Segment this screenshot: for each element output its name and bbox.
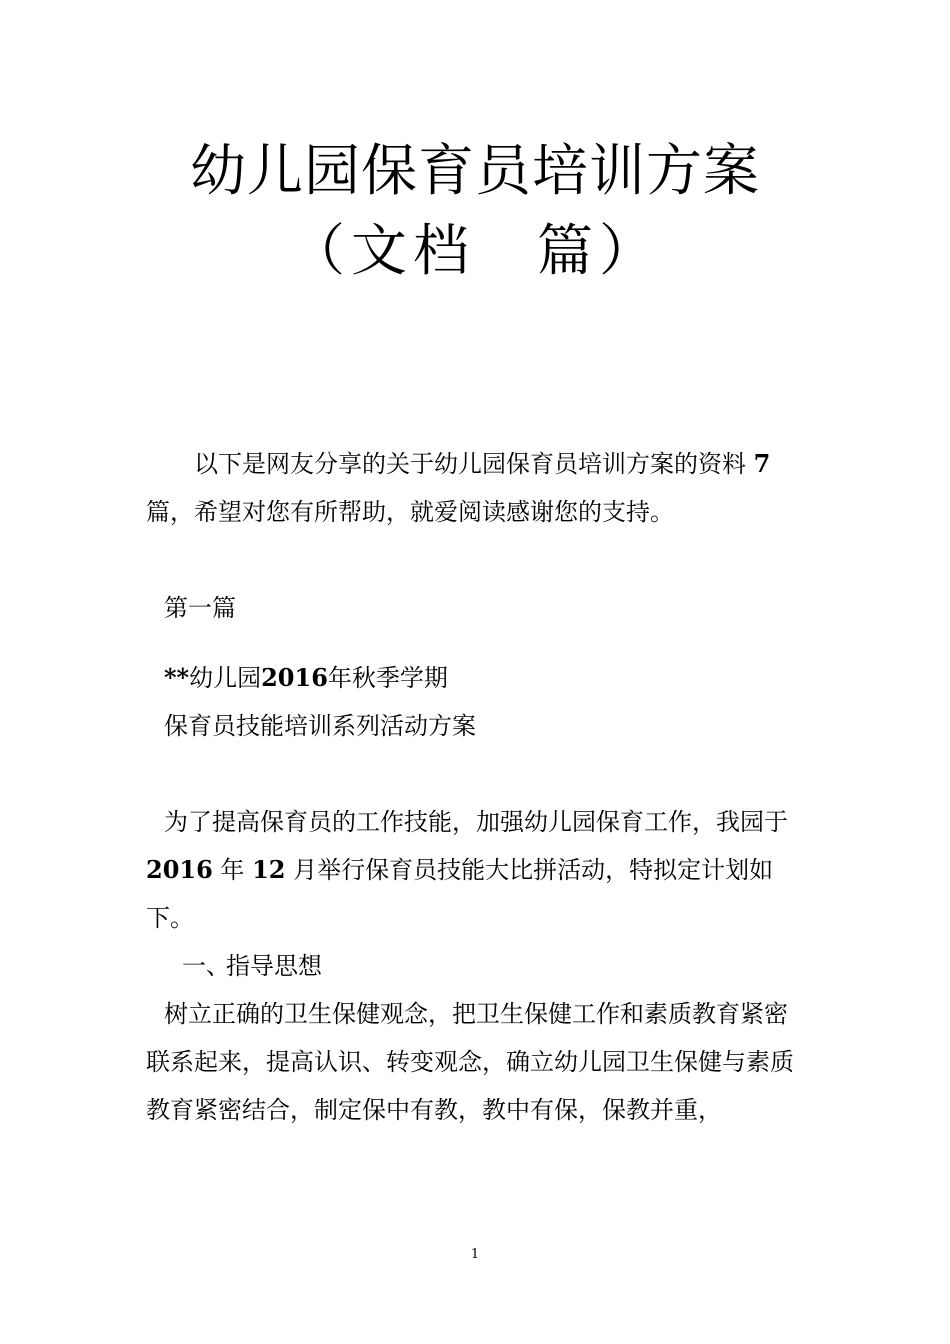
intro-count: 7: [753, 449, 771, 478]
purpose-year: 2016: [146, 855, 213, 884]
document-body: [146, 440, 808, 1134]
purpose-text-3: 月举行保育员技能大比拼活动，特拟定计划如下。: [146, 856, 774, 932]
title-line-main: 幼儿园保育员培训方案: [190, 139, 760, 204]
plan-title-line-2: 保育员技能培训系列活动方案: [164, 712, 476, 740]
plan-title-prefix: **: [164, 663, 190, 692]
purpose-text-1: 为了提高保育员的工作技能，加强幼儿园保育工作，我园于: [164, 808, 788, 836]
plan-title-year: 2016: [261, 663, 328, 692]
purpose-paragraph: [146, 798, 808, 942]
section-heading-guiding-ideology: [146, 942, 808, 990]
section-label: 第一篇: [164, 594, 236, 622]
plan-title-text-2: 年秋季学期: [327, 664, 448, 692]
guiding-ideology-paragraph: 树立正确的卫生保健观念，把卫生保健工作和素质教育紧密联系起来，提高认识、转变观念，确立幼儿园卫生保健与素质教育紧密结合，制定保中有教，教中有保，保教并重，: [146, 1000, 794, 1124]
plan-title-line-1: [146, 654, 808, 702]
intro-text-1: 以下是网友分享的关于幼儿园保育员培训方案的资料: [194, 450, 754, 478]
purpose-text-2: 年: [212, 856, 253, 884]
heading-text: 指导思想: [226, 952, 322, 980]
purpose-month: 12: [252, 855, 286, 884]
heading-number: 一、: [182, 952, 230, 980]
intro-paragraph: [146, 440, 808, 536]
intro-text-2: 篇，希望对您有所帮助，就爱阅读感谢您的支持。: [146, 498, 674, 526]
title-line-sub: （文档 篇）: [289, 219, 661, 284]
plan-title-text-1: 幼儿园: [189, 664, 262, 692]
document-title: [0, 132, 950, 292]
page-number: 1: [470, 1247, 480, 1262]
